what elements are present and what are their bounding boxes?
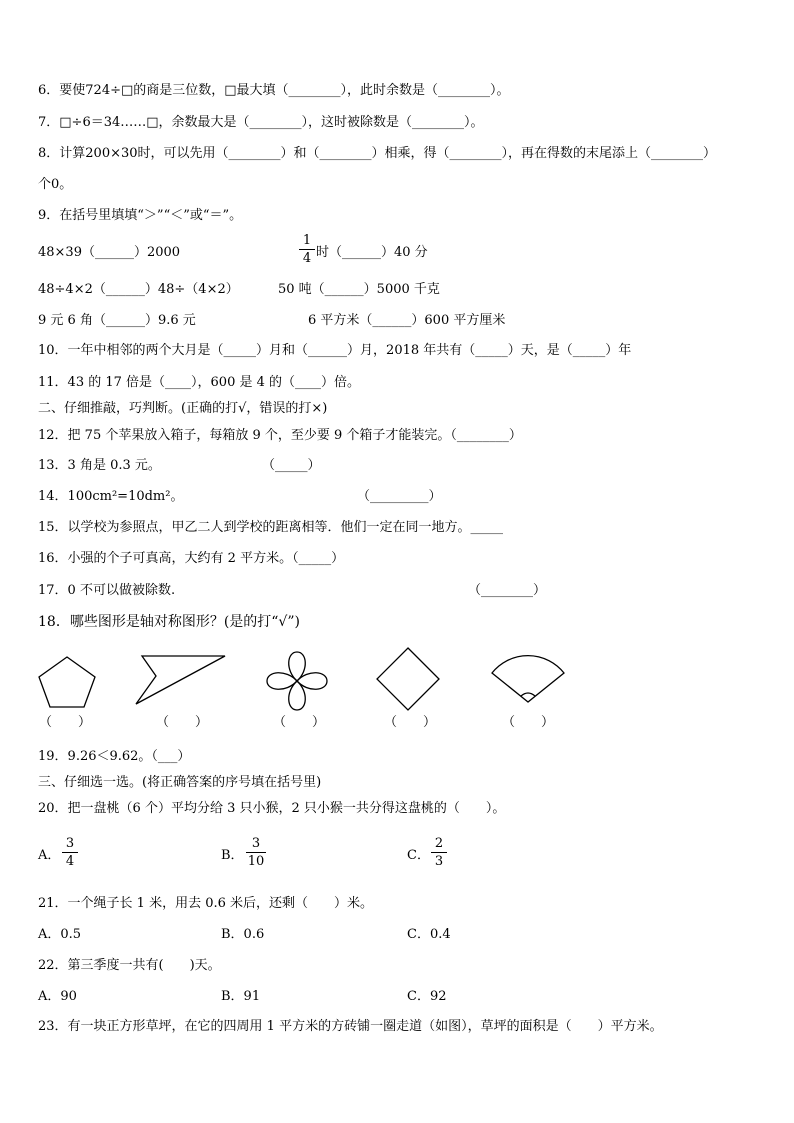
fraction-denominator: 4 (65, 854, 75, 869)
q21-option-a: A．0.5 (38, 927, 82, 942)
q20-option-b-label: B． (221, 848, 244, 863)
q9-row3-right: 6 平方米（______）600 平方厘米 (308, 313, 506, 328)
section-3-heading: 三、仔细选一选。(将正确答案的序号填在括号里) (38, 775, 322, 790)
pentagon-icon (36, 654, 98, 710)
fraction-denominator: 4 (302, 251, 312, 266)
question-19: 19．9.26＜9.62。（___） (38, 749, 191, 764)
diamond-icon (375, 646, 441, 712)
question-13: 13．3 角是 0.3 元。 (38, 458, 161, 473)
fraction-numerator: 1 (302, 233, 312, 248)
q20-option-b-fraction (246, 836, 266, 869)
q9-row1-right: 时（______）40 分 (316, 245, 428, 260)
fraction-bar (299, 249, 315, 250)
fraction-denominator: 10 (247, 854, 265, 869)
fraction-bar (431, 852, 447, 853)
q17-answer-blank: （________） (468, 583, 547, 598)
q18-answer-2: （ ） (156, 715, 209, 730)
q9-row2-right: 50 吨（______）5000 千克 (278, 282, 440, 297)
q9-row2-left: 48÷4×2（______）48÷（4×2） (38, 282, 239, 297)
q9-row3-left: 9 元 6 角（______）9.6 元 (38, 313, 196, 328)
question-10: 10．一年中相邻的两个大月是（_____）月和（______）月，2018 年共有（_____）天，是（_____）年 (38, 343, 632, 358)
question-8: 8．计算200×30时，可以先用（________）和（________）相乘，得（________），再在得数的末尾添上（________） (38, 146, 717, 161)
question-20: 20．把一盘桃（6 个）平均分给 3 只小猴，2 只小猴一共分得这盘桃的（ ）。 (38, 801, 506, 816)
question-21: 21．一个绳子长 1 米，用去 0.6 米后，还剩（ ）米。 (38, 896, 374, 911)
flag-triangle-icon (132, 654, 228, 706)
q13-answer-blank: （_____） (262, 458, 321, 473)
question-8-continued: 个0。 (38, 177, 73, 192)
question-22: 22．第三季度一共有( )天。 (38, 958, 221, 973)
question-6: 6．要使724÷□的商是三位数，□最大填（________），此时余数是（________）。 (38, 83, 510, 98)
fan-icon (490, 648, 566, 706)
section-2-heading: 二、仔细推敲，巧判断。(正确的打√，错误的打×) (38, 401, 328, 416)
q21-option-c: C．0.4 (407, 927, 451, 942)
q18-answer-4: （ ） (384, 715, 437, 730)
q18-answer-5: （ ） (502, 715, 555, 730)
q20-option-a-fraction (62, 836, 78, 869)
fraction-numerator: 2 (434, 836, 444, 851)
q22-option-b: B．91 (221, 989, 261, 1004)
question-23: 23．有一块正方形草坪，在它的四周用 1 平方米的方砖铺一圈走道（如图），草坪的面积是（ ）平方米。 (38, 1019, 663, 1034)
q18-answer-1: （ ） (39, 715, 92, 730)
question-14: 14．100cm²=10dm²。 (38, 489, 184, 504)
question-16: 16．小强的个子可真高，大约有 2 平方米。（_____） (38, 551, 345, 566)
question-15: 15．以学校为参照点，甲乙二人到学校的距离相等．他们一定在同一地方。_____ (38, 520, 504, 535)
four-leaf-icon (265, 650, 329, 712)
q20-option-c-label: C． (407, 848, 430, 863)
q22-option-c: C．92 (407, 989, 447, 1004)
question-11: 11．43 的 17 倍是（____），600 是 4 的（____）倍。 (38, 375, 361, 390)
q20-option-a-label: A． (38, 848, 61, 863)
question-12: 12．把 75 个苹果放入箱子，每箱放 9 个，至少要 9 个箱子才能装完。（________） (38, 428, 522, 443)
q22-option-a: A．90 (38, 989, 77, 1004)
fraction-bar (62, 852, 78, 853)
fraction-numerator: 3 (65, 836, 75, 851)
q14-answer-blank: （_________） (357, 489, 442, 504)
question-9: 9．在括号里填填“＞”“＜”或“＝”。 (38, 208, 243, 223)
q9-fraction (299, 233, 315, 266)
fraction-denominator: 3 (434, 854, 444, 869)
fraction-bar (246, 852, 266, 853)
q20-option-c-fraction (431, 836, 447, 869)
fraction-numerator: 3 (251, 836, 261, 851)
q21-option-b: B．0.6 (221, 927, 265, 942)
question-7: 7．□÷6＝34……□，余数最大是（________），这时被除数是（________）。 (38, 115, 484, 130)
question-17: 17．0 不可以做被除数. (38, 583, 176, 598)
q18-answer-3: （ ） (273, 715, 326, 730)
q9-row1-left: 48×39（______）2000 (38, 245, 181, 260)
question-18: 18．哪些图形是轴对称图形？(是的打“√”) (38, 614, 300, 630)
